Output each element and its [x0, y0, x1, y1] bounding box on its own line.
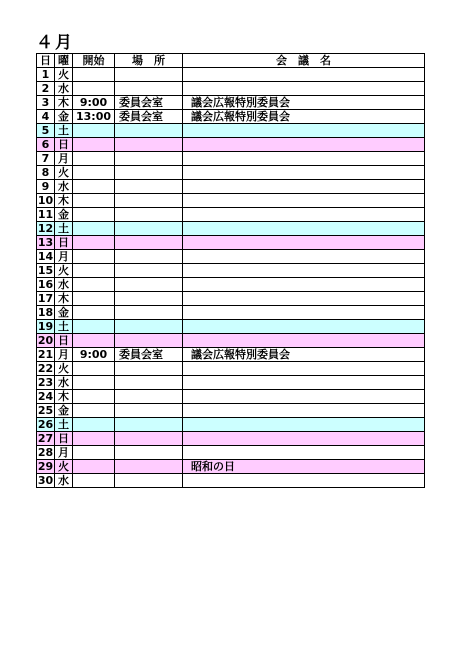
header-day: 日 — [37, 54, 55, 68]
table-row — [37, 474, 425, 488]
table-row — [37, 166, 425, 180]
day-cell: 23 — [37, 376, 54, 389]
meeting-name-cell — [183, 208, 425, 222]
meeting-name-cell — [183, 222, 425, 236]
meeting-name-cell — [183, 124, 425, 138]
day-cell: 12 — [37, 222, 54, 235]
weekday-cell: 水 — [55, 474, 73, 488]
start-time-cell — [73, 194, 115, 208]
weekday-cell: 火 — [55, 362, 73, 376]
day-cell: 15 — [37, 264, 54, 277]
start-time-cell — [73, 166, 115, 180]
weekday-cell: 金 — [55, 404, 73, 418]
day-cell: 14 — [37, 250, 54, 263]
weekday-cell: 火 — [55, 460, 73, 474]
start-time-cell: 13:00 — [73, 110, 115, 124]
weekday-cell: 金 — [55, 110, 73, 124]
weekday-cell: 土 — [55, 320, 73, 334]
table-row — [37, 432, 425, 446]
weekday-cell: 月 — [55, 348, 73, 362]
day-cell: 4 — [37, 110, 55, 124]
start-time-cell — [73, 306, 115, 320]
place-cell — [115, 460, 183, 474]
day-cell: 7 — [37, 152, 55, 166]
meeting-name-cell — [183, 68, 425, 82]
place-cell — [115, 376, 183, 390]
meeting-name-cell: 議会広報特別委員会 — [183, 96, 425, 110]
day-cell: 25 — [37, 404, 54, 417]
meeting-name-cell — [183, 418, 425, 432]
table-row — [37, 320, 425, 334]
weekday-cell: 日 — [55, 138, 73, 152]
day-cell: 16 — [37, 278, 54, 291]
day-cell: 10 — [37, 194, 54, 207]
weekday-cell: 水 — [55, 278, 73, 292]
place-cell — [115, 124, 183, 138]
weekday-cell: 水 — [55, 180, 73, 194]
table-row — [37, 180, 425, 194]
day-cell: 27 — [37, 432, 54, 445]
day-cell: 3 — [37, 96, 55, 110]
place-cell — [115, 278, 183, 292]
schedule-table — [36, 53, 425, 488]
place-cell — [115, 138, 183, 152]
meeting-name-cell — [183, 404, 425, 418]
start-time-cell — [73, 278, 115, 292]
place-cell — [115, 390, 183, 404]
meeting-name-cell — [183, 194, 425, 208]
place-cell — [115, 264, 183, 278]
start-time-cell — [73, 432, 115, 446]
weekday-cell: 水 — [55, 376, 73, 390]
start-time-cell — [73, 222, 115, 236]
day-cell: 24 — [37, 390, 54, 403]
weekday-cell: 土 — [55, 124, 73, 138]
weekday-cell: 土 — [55, 418, 73, 432]
table-row — [37, 264, 425, 278]
day-cell: 18 — [37, 306, 54, 319]
day-cell: 9 — [37, 180, 55, 194]
table-row — [37, 110, 425, 124]
place-cell — [115, 82, 183, 96]
meeting-name-cell — [183, 180, 425, 194]
day-cell: 17 — [37, 292, 54, 305]
meeting-name-cell — [183, 474, 425, 488]
start-time-cell — [73, 152, 115, 166]
header-place: 場 所 — [115, 54, 183, 68]
header-start: 開始 — [73, 54, 115, 68]
start-time-cell: 9:00 — [73, 96, 115, 110]
place-cell — [115, 362, 183, 376]
start-time-cell — [73, 82, 115, 96]
weekday-cell: 火 — [55, 68, 73, 82]
table-row — [37, 278, 425, 292]
meeting-name-cell — [183, 138, 425, 152]
place-cell — [115, 166, 183, 180]
place-cell — [115, 292, 183, 306]
weekday-cell: 日 — [55, 432, 73, 446]
day-cell: 21 — [37, 348, 54, 361]
table-row — [37, 68, 425, 82]
header-weekday: 曜 — [55, 54, 73, 68]
table-row — [37, 348, 425, 362]
start-time-cell — [73, 264, 115, 278]
table-row — [37, 222, 425, 236]
meeting-name-cell — [183, 334, 425, 348]
start-time-cell — [73, 250, 115, 264]
weekday-cell: 月 — [55, 446, 73, 460]
meeting-name-cell — [183, 82, 425, 96]
start-time-cell: 9:00 — [73, 348, 115, 362]
meeting-name-cell — [183, 166, 425, 180]
meeting-name-cell — [183, 362, 425, 376]
table-row — [37, 362, 425, 376]
place-cell: 委員会室 — [115, 348, 183, 362]
day-cell: 26 — [37, 418, 54, 431]
meeting-name-cell — [183, 390, 425, 404]
day-cell: 29 — [37, 460, 54, 473]
weekday-cell: 月 — [55, 152, 73, 166]
meeting-name-cell — [183, 376, 425, 390]
day-cell: 11 — [37, 208, 54, 221]
table-row — [37, 404, 425, 418]
start-time-cell — [73, 124, 115, 138]
table-row — [37, 152, 425, 166]
day-cell: 28 — [37, 446, 54, 459]
table-row — [37, 82, 425, 96]
table-row — [37, 390, 425, 404]
meeting-name-cell: 議会広報特別委員会 — [183, 110, 425, 124]
start-time-cell — [73, 292, 115, 306]
weekday-cell: 火 — [55, 166, 73, 180]
table-row — [37, 306, 425, 320]
meeting-name-cell — [183, 264, 425, 278]
weekday-cell: 土 — [55, 222, 73, 236]
table-row — [37, 250, 425, 264]
start-time-cell — [73, 404, 115, 418]
meeting-name-cell — [183, 236, 425, 250]
place-cell — [115, 208, 183, 222]
table-row — [37, 292, 425, 306]
weekday-cell: 木 — [55, 390, 73, 404]
start-time-cell — [73, 376, 115, 390]
place-cell — [115, 236, 183, 250]
day-cell: 19 — [37, 320, 54, 333]
start-time-cell — [73, 418, 115, 432]
place-cell — [115, 222, 183, 236]
place-cell — [115, 250, 183, 264]
table-row — [37, 418, 425, 432]
day-cell: 22 — [37, 362, 54, 375]
weekday-cell: 水 — [55, 82, 73, 96]
day-cell: 5 — [37, 124, 55, 138]
day-cell: 13 — [37, 236, 54, 249]
place-cell — [115, 306, 183, 320]
start-time-cell — [73, 460, 115, 474]
schedule-body — [37, 68, 425, 488]
table-row — [37, 446, 425, 460]
place-cell — [115, 404, 183, 418]
place-cell — [115, 152, 183, 166]
table-row — [37, 334, 425, 348]
day-cell: 6 — [37, 138, 55, 152]
day-cell: 1 — [37, 68, 55, 82]
weekday-cell: 火 — [55, 264, 73, 278]
start-time-cell — [73, 208, 115, 222]
place-cell: 委員会室 — [115, 110, 183, 124]
start-time-cell — [73, 390, 115, 404]
start-time-cell — [73, 236, 115, 250]
weekday-cell: 金 — [55, 208, 73, 222]
header-row — [37, 54, 425, 68]
day-cell: 8 — [37, 166, 55, 180]
day-cell: 30 — [37, 474, 54, 487]
table-row — [37, 208, 425, 222]
weekday-cell: 木 — [55, 292, 73, 306]
meeting-name-cell — [183, 306, 425, 320]
place-cell — [115, 418, 183, 432]
meeting-name-cell — [183, 292, 425, 306]
day-cell: 2 — [37, 82, 55, 96]
table-row — [37, 460, 425, 474]
place-cell — [115, 320, 183, 334]
table-row — [37, 124, 425, 138]
table-row — [37, 194, 425, 208]
place-cell — [115, 334, 183, 348]
place-cell — [115, 180, 183, 194]
header-meeting: 会 議 名 — [183, 54, 425, 68]
table-row — [37, 96, 425, 110]
weekday-cell: 金 — [55, 306, 73, 320]
weekday-cell: 日 — [55, 236, 73, 250]
place-cell — [115, 194, 183, 208]
start-time-cell — [73, 334, 115, 348]
weekday-cell: 日 — [55, 334, 73, 348]
start-time-cell — [73, 180, 115, 194]
meeting-name-cell — [183, 446, 425, 460]
place-cell — [115, 474, 183, 488]
place-cell: 委員会室 — [115, 96, 183, 110]
day-cell: 20 — [37, 334, 54, 347]
start-time-cell — [73, 138, 115, 152]
weekday-cell: 月 — [55, 250, 73, 264]
weekday-cell: 木 — [55, 194, 73, 208]
meeting-name-cell — [183, 320, 425, 334]
start-time-cell — [73, 320, 115, 334]
meeting-name-cell — [183, 152, 425, 166]
meeting-name-cell: 昭和の日 — [183, 460, 425, 474]
page-title: ４月 — [36, 33, 74, 53]
table-row — [37, 236, 425, 250]
place-cell — [115, 446, 183, 460]
weekday-cell: 木 — [55, 96, 73, 110]
start-time-cell — [73, 362, 115, 376]
table-row — [37, 138, 425, 152]
meeting-name-cell: 議会広報特別委員会 — [183, 348, 425, 362]
meeting-name-cell — [183, 278, 425, 292]
meeting-name-cell — [183, 250, 425, 264]
start-time-cell — [73, 68, 115, 82]
start-time-cell — [73, 474, 115, 488]
table-row — [37, 376, 425, 390]
place-cell — [115, 68, 183, 82]
place-cell — [115, 432, 183, 446]
meeting-name-cell — [183, 432, 425, 446]
start-time-cell — [73, 446, 115, 460]
